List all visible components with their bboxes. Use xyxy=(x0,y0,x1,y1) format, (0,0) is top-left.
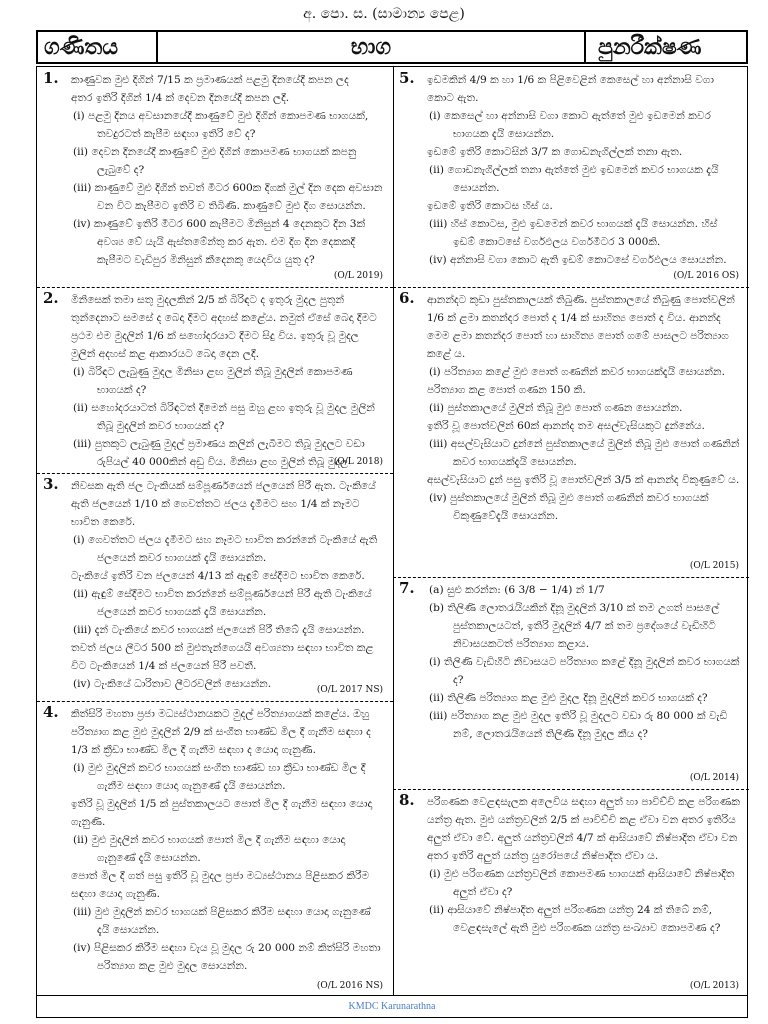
question-1 xyxy=(37,67,393,287)
question-8 xyxy=(393,789,749,997)
source-tag: (O/L 2019) xyxy=(333,271,383,281)
question-number: 2. xyxy=(43,289,59,307)
question-text-line: පරිත්‍යාග කළ පොත් ගණන 150 කි. xyxy=(427,384,586,396)
question-grid xyxy=(36,66,748,996)
question-divider xyxy=(393,287,749,288)
topic-label: භාග xyxy=(350,34,392,60)
question-text-line: (ii) මුළු මුදලින් කවර භාගයක් පොත් මිල දී ගැනීම සඳහා යොදා ගැනුණේ දැයි සොයන්න. xyxy=(73,834,346,864)
subject-label: ගණිතය xyxy=(38,32,158,62)
question-divider xyxy=(37,701,393,702)
question-text-line: (iii) පුතකුට ලැබුණු මුදල් ප්‍රමාණය කලින් ලැබීමට තිබූ මුදලට වඩා රුපියල් 40 000කින් අඩු විය. මිනිසා ළඟ මුලින් තිබූ මුදල xyxy=(73,438,365,468)
question-text-line: (iv) පුස්තකාලයේ මුලින් තිබූ මුළු පොත් ගණනින් කවර භාගයක් විකුණුවේදැයි සොයන්න. xyxy=(429,492,709,522)
question-text-line: (ii) ගොඩනැගිල්ලක් තනා ඇත්තේ මුළු ඉඩමෙන් කවර භාගයක දැයි සොයන්න. xyxy=(429,164,719,194)
question-text-line: (i) ගෙවත්තට ජලය දැමීමට සහ නෑමට භාවිත කරන්නේ ටැංකියේ ඇති ජලයෙන් කවර භාගයක් දැයි සොයන්න. xyxy=(73,534,378,564)
question-text-line: ඉඩමේ ඉතිරි කොටස හිස් ය. xyxy=(427,200,553,212)
question-6 xyxy=(393,287,749,577)
question-text-line: තවත් ජලය ලීටර 500 ක් මුළුතැන්ගෙයයි අවශ්‍යතා සඳහා භාවිත කළ විට ටැංකියෙන් 1/4 ක් ජලයෙන් පිරී පවතී. xyxy=(71,642,374,672)
question-text-line: (i) තිලිණි වැඩිහිටි නිවාසයට පරිත්‍යාග කළේ දිනූ මුදලින් කවර භාගයක් ද? xyxy=(429,656,740,686)
question-number: 8. xyxy=(399,791,415,809)
question-text-line: ඉඩමේ ඉතිරි කොටසින් 3/7 ක ගොඩනැගිල්ලක් තනා ඇත. xyxy=(427,146,683,158)
source-tag: (O/L 2016 OS) xyxy=(673,271,739,281)
source-tag: (O/L 2014) xyxy=(689,773,739,783)
question-text-line: (ii) සහෝදරයාටත් බිරිඳටත් දීමෙන් පසු ඔහු ළඟ ඉතුරු වූ මුදල මුලින් තිබූ මුදලින් කවර භාගයක් ද? xyxy=(73,402,375,432)
question-number: 3. xyxy=(43,475,59,493)
footer-credit: KMDC Karunarathna xyxy=(36,996,748,1018)
question-text-line: (i) කෙසෙල් හා අන්නාසි වගා කොට ඇත්තේ මුළු ඉඩමෙන් කවර භාගයක දැයි සොයන්න. xyxy=(429,110,711,140)
question-text-line: (i) මුළු පරිගණක යන්ත්‍රවලින් කොපමණ භාගයක් ආසියාවේ නිෂ්පාදිත අලුත් ඒවා ද? xyxy=(429,868,735,898)
question-number: 4. xyxy=(43,703,59,721)
question-text-line: (ii) තිලිණි පරිත්‍යාග කළ මුළු මුදල දිනූ මුදලින් කවර භාගයක් ද? xyxy=(429,692,708,704)
revision-label: පුනරීක්ෂණ xyxy=(584,32,746,62)
question-text-line: ආනන්දට කුඩා පුස්තකාලයක් තිබුණි. පුස්තකාලයේ තිබුණු පොත්වලින් 1/6 ක් ළමා කතන්දර පොත් ද 1/4 ක් සාහිත්‍ය පොත් ද විය. ආනන්ද මෙම ළමා කතන්දර පොත් හා සාහිත්‍ය පොත් ගමේ පාසලට පරිත්‍යාග කළේ ය. xyxy=(427,294,735,360)
question-number: 5. xyxy=(399,69,415,87)
question-text-line: ඉතිරි වූ පොත්වලින් 60ක් ආනන්ද තම අසල්වැසියකුට දුන්නේය. xyxy=(427,420,705,432)
question-text-line: කිත්සිරි මහතා ප්‍රජා මධ්‍යස්ථානයකට මුදල් පරිත්‍යාගයක් කළේය. ඔහු පරිත්‍යාග කළ මුළු මුදලින් 2/9 ක් සංගීත භාණ්ඩ මිල දී ගැනීම සඳහා ද 1/3 ක් ක්‍රීඩා භාණ්ඩ මිල දී ගැනීම සඳහා ද යොදා ගැනුණි. xyxy=(71,708,371,756)
question-text-line: මිනිසෙක් තම‍ා සතු මුදලකින් 2/5 ක් බිරිඳට ද ඉතුරු මුදල පුතුන් තුන්දෙනාට සමසේ ද බෙදා දීමට අදහස් කළේය. නමුත් ඒසේ බෙදා දීමට ප්‍රථම එම මුදලින් 1/6 ක් සහෝදරයාට දීමට සිදු විය. ඉතුරු වූ මුදල මුලින් අදහස් කළ ආකාරයට බෙදා දෙන ලදී. xyxy=(71,294,377,360)
question-text-line: (i) මුළු මුදලින් කවර භාගයක් සංගීත භාණ්ඩ හා ක්‍රීඩා භාණ්ඩ මිල දී ගැනීම සඳහා යොදා ගැනුණේ දැයි සොයන්න. xyxy=(73,762,366,792)
question-text-line: (iv) පිළිසකර කිරීම සඳහා වැය වූ මුදල රු 20 000 නම් කිත්සිරි මහතා පරිත්‍යාග කළ මුළු මුදල සොයන්න. xyxy=(73,942,381,972)
question-7 xyxy=(393,577,749,789)
source-tag: (O/L 2018) xyxy=(333,457,383,467)
question-text-line: (iv) අන්නාසි වගා කොට ඇති ඉඩම් කොටසේ වර්ගඵලය සොයන්න. xyxy=(429,254,727,266)
question-text-line: පොත් මිල දී ගත් පසු ඉතිරි වූ මුදල ප්‍රජා මධ්‍යස්ථානය පිළිසකර කිරීම සඳහා යොදා ගැනුණි. xyxy=(71,870,370,900)
question-text-line: (iii) හිස් කොටස, මුළු ඉඩමෙන් කවර භාගයක් දැයි සොයන්න. හිස් ඉඩම් කොටසේ වර්ගඵලය වර්ගමීටර 3 000කි. xyxy=(429,218,718,248)
header-bar xyxy=(36,30,748,64)
question-text-line: (iii) මුළු මුදලින් කවර භාගයක් පිළිසකර කිරීම සඳහා යොදා ගැනුණේ දැයි සොයන්න. xyxy=(73,906,371,936)
question-text-line: (iv) ටැංකියේ ධාරිතාව ලීටරවලින් සොයන්න. xyxy=(73,678,272,690)
question-text-line: නිවසක ඇති ජල ටැංකියක් සම්පූර්ණයෙන් ජලයෙන් පිරී ඇත. ටැංකියේ ඇති ජලයෙන් 1/10 ක් ගෙවත්තට ජලය දැමීමට සහ 1/4 ක් නෑමට භාවිත කෙරේ. xyxy=(71,480,376,528)
question-text-line: (iii) දැන් ටැංකියේ කවර භාගයක් ජලයෙන් පිරී තිබේ දැයි සොයන්න. xyxy=(73,624,365,636)
question-5 xyxy=(393,67,749,287)
question-text-line: (a) සුළු කරන්න: (6 3/8 − 1/4) න් 1/7 xyxy=(429,584,605,596)
source-tag: (O/L 2017 NS) xyxy=(316,685,383,695)
question-divider xyxy=(393,789,749,790)
question-divider xyxy=(37,287,393,288)
source-tag: (O/L 2015) xyxy=(689,561,739,571)
left-column xyxy=(37,67,394,995)
question-text-line: (iii) අසල්වැසියාට දුන්නේ පුස්තකාලයේ මුලින් තිබූ මුළු පොත් ගණනින් කවර භාගයක්දැයි සොයන්න. xyxy=(429,438,740,468)
question-3 xyxy=(37,473,393,701)
question-text-line: ඉතිරි වූ මුදලින් 1/5 ක් පුස්තකාලයට පොත් මිල දී ගැනීම සඳහා යොදා ගැනුණි. xyxy=(71,798,373,828)
question-text-line: පරිගණක වෙළඳසැලක අලෙවිය සඳහා අලුත් හා පාවිච්චි කළ පරිගණක යන්ත්‍ර ඇත. මුළු යන්ත්‍රවලින් 2/5 ක් පාවිච්චි කළ ඒවා වන අතර ඉතිරිය අලුත් ඒවා වේ. අලුත් යන්ත්‍රවලින් 4/7 ක් ආසියාවේ නිෂ්පාදිත ඒවා වන අතර ඉතිරි අලුත් යන්ත්‍ර යුරෝපයේ නිෂ්පාදිත ඒවා ය. xyxy=(427,796,740,862)
question-text-line: (iii) කාණුවේ මුළු දිගින් තවත් මීටර 600ක දිගක් මුල් දින දෙක අවසාන වන විට කැපීමට ඉතිරි ව තිබිණි. කාණුවේ මුළු දිග සොයන්න. xyxy=(73,182,383,212)
question-text-line: ඉඩමකින් 4/9 ක හා 1/6 ක පිළිවෙළින් කෙසෙල් හා අන්නාසි වගා කොට ඇත. xyxy=(427,74,714,104)
question-text-line: (i) පරිත්‍යාග කළේ මුළු පොත් ගණනින් කවර භාගයක්දැයි සොයන්න. xyxy=(429,366,725,378)
question-divider xyxy=(37,473,393,474)
question-text-line: (ii) පුස්තකාලයේ මුලින් තිබූ මුළු පොත් ගණන සොයන්න. xyxy=(429,402,683,414)
question-divider xyxy=(393,577,749,578)
question-text-line: (ii) දෙවන දිනයේදී කාණුවේ මුළු දිගින් කොපමණ භාගයක් කපනු ලැබුවේ ද? xyxy=(73,146,357,176)
question-text-line: ටැංකියේ ඉතිරි වන ජලයෙන් 4/13 ක් ඇඳුම් සේදීමට භාවිත කෙරේ. xyxy=(71,570,365,582)
question-number: 1. xyxy=(43,69,59,87)
question-text-line: (ii) ඇඳුම් සේදීමට භාවිත කරන්නේ සම්පූර්ණයෙන් පිරී ඇති ටැංකියේ ජලයෙන් කවර භාගයක් දැයි සොයන්න. xyxy=(73,588,372,618)
question-2 xyxy=(37,287,393,473)
source-tag: (O/L 2016 NS) xyxy=(316,981,383,991)
source-tag: (O/L 2013) xyxy=(689,981,739,991)
question-text-line: අතර ඉතිරි දිගින් 1/4 ක් දෙවන දිනයේදී කපන ලදී. xyxy=(71,92,290,104)
question-text-line: අසල්වැසියාට දුන් පසු ඉතිරි වූ පොත්වලින් 3/5 ක් ආනන්ද විකුණුවේ ය. xyxy=(427,474,740,486)
question-text-line: (b) තිලිණි ලොතරැයියකින් දිනූ මුදලින් 3/10 ක් තම උගත් පාසලේ පුස්තකාලයටත්, ඉතිරි මුදලින් 4/7 ක් තම ප්‍රදේශයේ වැඩිහිටි නිවාසයකටත් පරිත්‍යාග කළාය. xyxy=(429,602,720,650)
question-text-line: (i) පළමු දිනය අවසානයේදී කාණුවේ මුළු දිගින් කොපමණ භාගයක්, තවදුරටත් කැපීම සඳහා ඉතිරි වේ ද? xyxy=(73,110,369,140)
question-text-line: (iii) පරිත්‍යාග කළ මුළු මුදල ඉතිරි වූ මුදලට වඩා රු 80 000 ක් වැඩි නම්, ලොතරැයියෙන් තිලිණි දිනූ මුදල කීය ද? xyxy=(429,710,728,740)
right-column xyxy=(393,67,749,995)
question-text-line: කාණුවක මුළු දිගින් 7/15 ක ප්‍රමාණයක් පළමු දිනයේදී කපන ලද xyxy=(71,74,349,86)
question-number: 7. xyxy=(399,579,415,597)
question-text-line: (ii) ආසියාවේ නිෂ්පාදිත අලුත් පරිගණක යන්ත්‍ර 24 ක් තිබේ නම්, වෙළඳසැලේ ඇති මුළු පරිගණක යන්ත්‍ර සංඛ්‍යාව කොපමණ ද? xyxy=(429,904,721,934)
question-text-line: (i) බිරිඳට ලැබුණු මුදල මිනිසා ළඟ මුලින් තිබූ මුදලින් කොපමණ භාගයක් ද? xyxy=(73,366,353,396)
question-number: 6. xyxy=(399,289,415,307)
question-text-line: (iv) කාණුවේ ඉතිරි මීටර 600 කැපීමට මිනිසුන් 4 දෙනකුට දින 3ක් අවශ්‍ය වේ යැයි ඇස්තමේන්තු කර ඇත. එම දිග දින දෙකකදී කැපීමට වැඩිපුර මිනිසුන් කීදෙනකු යෙදවිය යුතු ද? xyxy=(73,218,366,266)
exam-title: අ. පො. ස. (සාමාන්‍ය පෙළ) xyxy=(303,6,465,22)
question-4 xyxy=(37,701,393,997)
